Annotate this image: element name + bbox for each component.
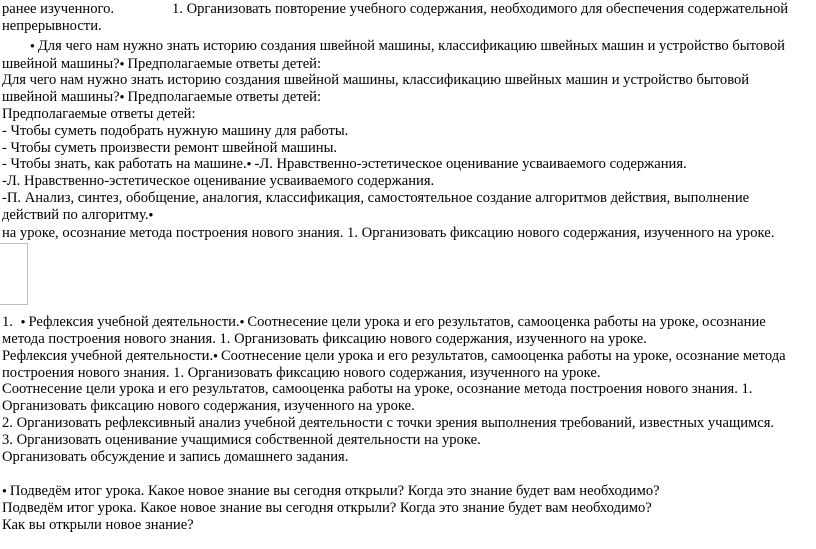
text-line-2: непрерывности. [2, 18, 102, 34]
bullet-icon [149, 207, 157, 223]
text-line-20: Организовать фиксацию нового содержания, изученного на уроке. [2, 398, 415, 414]
text-fragment: Соотнесение цели урока и его результатов, самооценка работы на уроке, осознание [247, 314, 766, 330]
text-line-17 [2, 347, 786, 365]
text-fragment: -Л. Нравственно-эстетическое оценивание усваиваемого содержания. [254, 156, 687, 172]
bullet-icon [30, 38, 38, 54]
text-fragment: Рефлексия учебной деятельности. [28, 314, 240, 330]
text-line-13 [2, 206, 156, 224]
bullet-icon [2, 483, 10, 499]
text-line-16: метода построения нового знания. 1. Организовать фиксацию нового содержания, изученного на уроке. [2, 331, 647, 347]
text-fragment: 1. [2, 314, 13, 330]
text-line-9: - Чтобы суметь произвести ремонт швейной машины. [2, 140, 338, 156]
text-line-8: - Чтобы суметь подобрать нужную машину для работы. [2, 123, 349, 139]
text-line-23: Организовать обсуждение и запись домашнего задания. [2, 449, 349, 465]
text-line-19: Соотнесение цели урока и его результатов, самооценка работы на уроке, осознание метода построения нового знания. 1. [2, 381, 753, 397]
bullet-icon [120, 89, 128, 105]
text-fragment: швейной машины? [2, 89, 120, 105]
text-line-1 [2, 0, 789, 18]
text-fragment: действий по алгоритму. [2, 207, 149, 223]
text-line-12: -П. Анализ, синтез, обобщение, аналогия, классификация, самостоятельное создание алгоритмов действия, выполнение [2, 190, 750, 206]
text-fragment: Подведём итог урока. Какое новое знание вы сегодня открыли? Когда это знание будет вам необходимо? [9, 483, 660, 499]
bullet-icon [213, 348, 221, 364]
text-line-21: 2. Организовать рефлексивный анализ учебной деятельности с точки зрения выполнения требований, известных учащимся. [2, 415, 775, 431]
text-fragment: швейной машины? [2, 56, 120, 72]
text-line-24 [2, 482, 660, 500]
text-line-11: -Л. Нравственно-эстетическое оценивание усваиваемого содержания. [2, 173, 435, 189]
text-line-18: построения нового знания. 1. Организовать фиксацию нового содержания, изученного на уроке. [2, 365, 601, 381]
text-line-25: Подведём итог урока. Какое новое знание вы сегодня открыли? Когда это знание будет вам необходимо? [2, 500, 652, 516]
text-fragment: Для чего нам нужно знать историю создания швейной машины, классификацию швейных машин и устройство бытовой [37, 38, 785, 54]
text-fragment: Соотнесение цели урока и его результатов, самооценка работы на уроке, осознание метода [220, 348, 786, 364]
text-line-14: на уроке, осознание метода построения нового знания. 1. Организовать фиксацию нового содержания, изученного на уроке. [2, 225, 775, 241]
text-fragment: Предполагаемые ответы детей: [127, 56, 322, 72]
text-line-22: 3. Организовать оценивание учащимися собственной деятельности на уроке. [2, 432, 481, 448]
embedded-frame [0, 243, 28, 305]
bullet-icon [120, 56, 128, 72]
text-fragment: Рефлексия учебной деятельности. [2, 348, 214, 364]
text-line-3 [30, 37, 785, 55]
text-line-7: Предполагаемые ответы детей: [2, 106, 196, 122]
text-fragment: 1. Организовать повторение учебного содержания, необходимого для обеспечения содержательной [172, 1, 789, 17]
text-fragment: ранее изученного. [2, 1, 115, 17]
text-line-6 [2, 88, 321, 106]
text-fragment: Предполагаемые ответы детей: [127, 89, 322, 105]
text-line-15 [2, 313, 766, 331]
text-fragment: - Чтобы знать, как работать на машине. [2, 156, 247, 172]
text-line-10 [2, 155, 687, 173]
text-line-26: Как вы открыли новое знание? [2, 517, 194, 533]
text-line-5: Для чего нам нужно знать историю создания швейной машины, классификацию швейных машин и устройство бытовой [2, 72, 750, 88]
